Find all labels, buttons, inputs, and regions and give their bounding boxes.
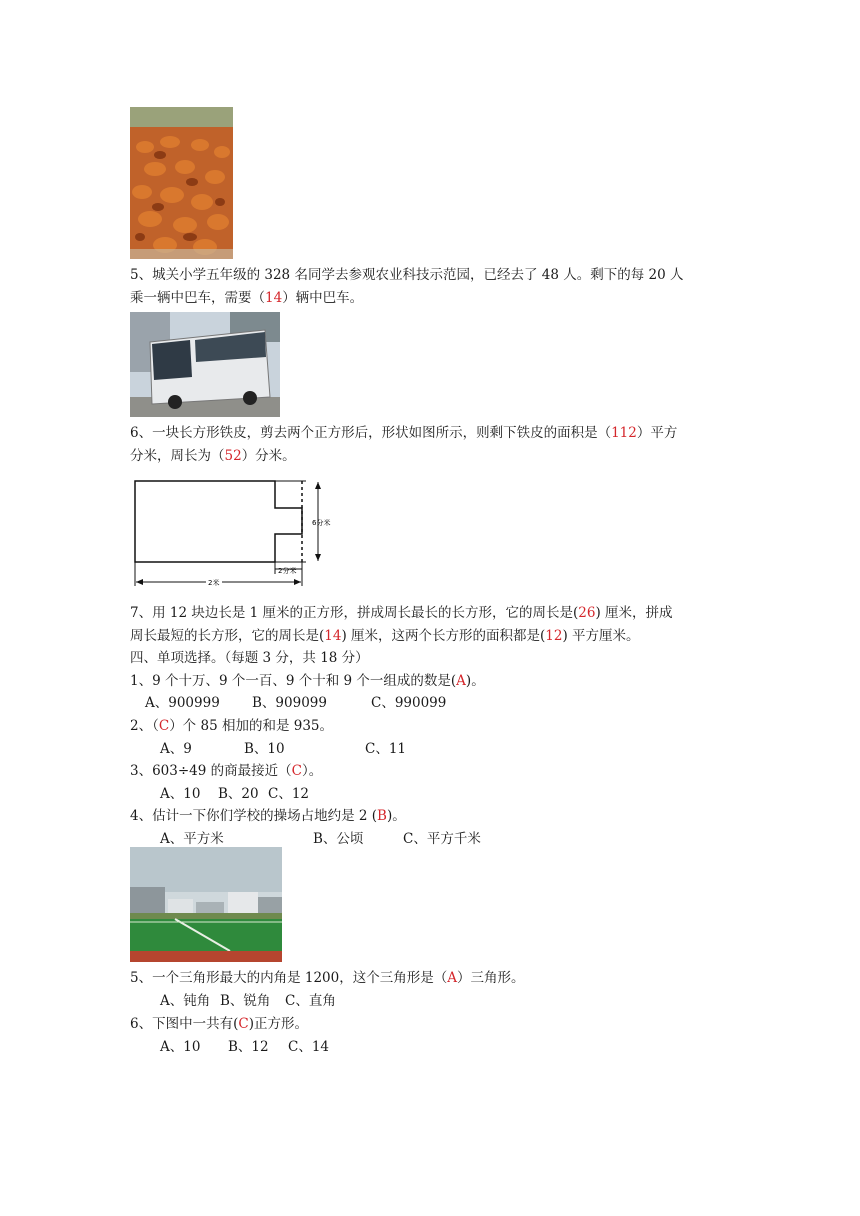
mc3-option-b: B、20 <box>218 786 259 802</box>
mc4-option-c: C、平方千米 <box>403 831 481 847</box>
mc5-option-a: A、钝角 <box>160 993 211 1009</box>
q6-line-1: 6、一块长方形铁皮，剪去两个正方形后，形状如图所示，则剩下铁皮的面积是（112）平方 <box>130 425 678 441</box>
mc5-option-c: C、直角 <box>285 993 336 1009</box>
q7-answer-shortest: 14 <box>324 628 342 644</box>
mc5-question: 5、一个三角形最大的内角是 1200，这个三角形是（A）三角形。 <box>130 970 525 986</box>
mc6-question: 6、下图中一共有(C)正方形。 <box>130 1016 308 1032</box>
q6-answer-perimeter: 52 <box>224 448 242 464</box>
mc2-option-c: C、11 <box>365 741 407 757</box>
mc1-question: 1、9 个十万、9 个一百、9 个十和 9 个一组成的数是(A)。 <box>130 673 485 689</box>
section-4-title: 四、单项选择。（每题 3 分，共 18 分） <box>130 650 369 666</box>
q7-line-2: 周长最短的长方形，它的周长是(14) 厘米，这两个长方形的面积都是(12) 平方厘米。 <box>130 628 640 644</box>
mc1-option-c: C、990099 <box>371 695 447 711</box>
mc4-option-a: A、平方米 <box>160 831 224 847</box>
height-label: 6分米 <box>312 519 331 527</box>
mc2-answer: C <box>158 718 170 734</box>
mc3-question: 3、603÷49 的商最接近（C）。 <box>130 763 323 779</box>
q7-answer-longest: 26 <box>578 605 596 621</box>
mc3-answer: C <box>291 763 302 779</box>
chickens-photo <box>130 107 233 259</box>
mc4-option-b: B、公顷 <box>313 831 364 847</box>
width-label: 2米 <box>208 579 220 587</box>
mc6-answer: C <box>238 1016 249 1032</box>
q7-answer-area: 12 <box>545 628 563 644</box>
bus-photo <box>130 312 280 417</box>
sports-field-photo <box>130 847 282 962</box>
mc1-answer: A <box>456 673 466 689</box>
mc3-option-c: C、12 <box>268 786 310 802</box>
mc4-question: 4、估计一下你们学校的操场占地约是 2 (B)。 <box>130 808 406 824</box>
q5-line-1: 5、城关小学五年级的 328 名同学去参观农业科技示范园，已经去了 48 人。剩下的每 20 人 <box>130 267 684 283</box>
mc5-option-b: B、锐角 <box>220 993 271 1009</box>
notch-label: 2分米 <box>278 567 297 575</box>
mc5-answer: A <box>447 970 457 986</box>
mc2-option-a: A、9 <box>160 741 192 757</box>
q5-answer: 14 <box>265 290 283 306</box>
mc2-question: 2、（C）个 85 相加的和是 935。 <box>130 718 334 734</box>
mc4-answer: B <box>377 808 387 824</box>
mc1-option-b: B、909099 <box>252 695 327 711</box>
mc6-option-b: B、12 <box>228 1039 269 1055</box>
q5-line-2: 乘一辆中巴车，需要（14）辆中巴车。 <box>130 290 364 306</box>
mc6-option-c: C、14 <box>288 1039 330 1055</box>
mc3-option-a: A、10 <box>160 786 201 802</box>
q7-line-1: 7、用 12 块边长是 1 厘米的正方形，拼成周长最长的长方形，它的周长是(26) 厘米，拼成 <box>130 605 673 621</box>
mc6-option-a: A、10 <box>160 1039 201 1055</box>
q6-answer-area: 112 <box>611 425 637 441</box>
q6-line-2: 分米，周长为（52）分米。 <box>130 448 296 464</box>
mc1-option-a: A、900999 <box>145 695 220 711</box>
sheet-metal-diagram <box>128 474 338 592</box>
mc2-option-b: B、10 <box>244 741 285 757</box>
